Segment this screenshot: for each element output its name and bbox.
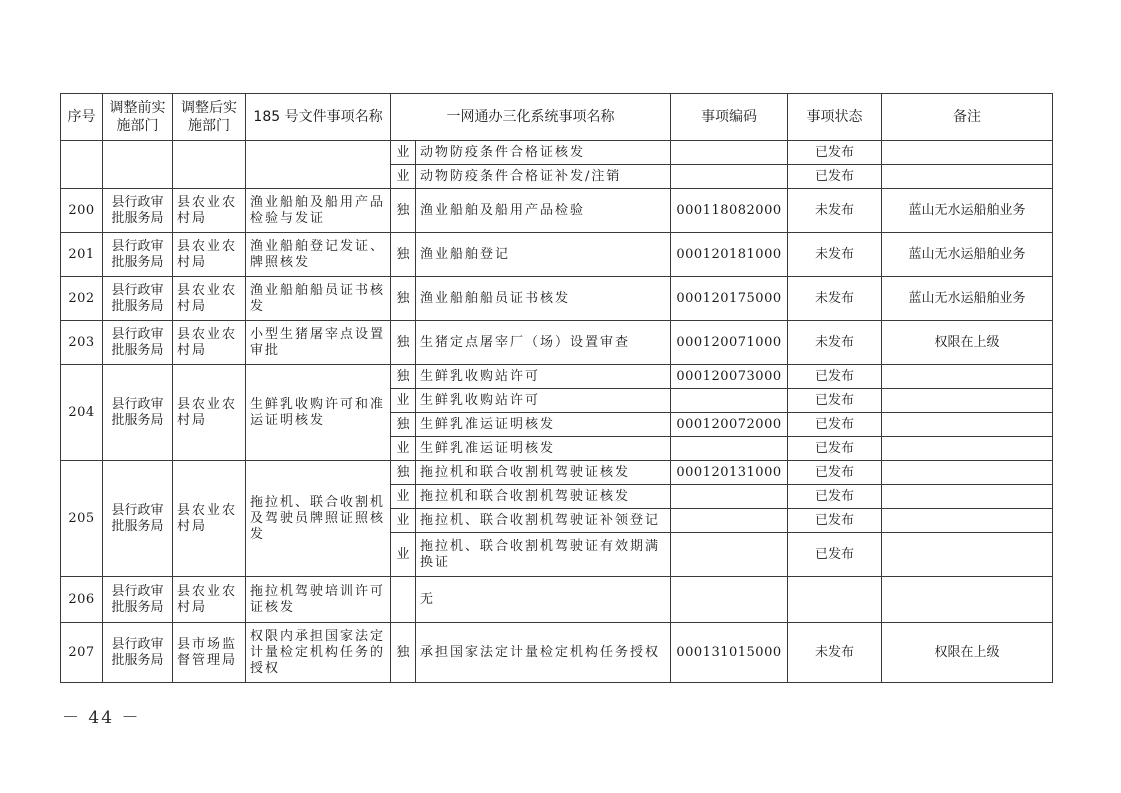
after-dept-cell: 县市场监督管理局: [173, 623, 246, 683]
system-item-cell: 生鲜乳准运证明核发: [416, 437, 671, 461]
header-seq: 序号: [61, 94, 103, 141]
system-item-cell: 生猪定点屠宰厂（场）设置审查: [416, 321, 671, 365]
header-remark: 备注: [882, 94, 1053, 141]
table-row: [61, 277, 1053, 321]
after-dept-cell: 县农业农村局: [173, 577, 246, 623]
type-cell: 独: [391, 321, 416, 365]
before-dept-cell: 县行政审批服务局: [103, 321, 173, 365]
table-row: [61, 623, 1053, 683]
type-cell: 独: [391, 277, 416, 321]
type-cell: 业: [391, 437, 416, 461]
code-cell: [671, 389, 788, 413]
table-row: [61, 321, 1053, 365]
system-item-cell: 渔业船舶登记: [416, 233, 671, 277]
before-dept-cell: 县行政审批服务局: [103, 623, 173, 683]
system-item-cell: 生鲜乳准运证明核发: [416, 413, 671, 437]
status-cell: 未发布: [788, 277, 882, 321]
code-cell: [671, 141, 788, 165]
seq-cell: 201: [61, 233, 103, 277]
after-dept-cell: 县农业农村局: [173, 321, 246, 365]
code-cell: [671, 509, 788, 533]
after-dept-cell: 县农业农村局: [173, 189, 246, 233]
doc-item-cell: 拖拉机驾驶培训许可证核发: [246, 577, 391, 623]
before-dept-cell: 县行政审批服务局: [103, 233, 173, 277]
table-body: [61, 141, 1053, 683]
table-row: [61, 233, 1053, 277]
code-cell: [671, 485, 788, 509]
table-header-row: [61, 94, 1053, 141]
after-dept-cell: 县农业农村局: [173, 461, 246, 577]
table-row: [61, 577, 1053, 623]
status-cell: 未发布: [788, 189, 882, 233]
seq-cell: [61, 141, 103, 189]
system-item-cell: 动物防疫条件合格证补发/注销: [416, 165, 671, 189]
code-cell: 000120073000: [671, 365, 788, 389]
remark-cell: [882, 577, 1053, 623]
remark-cell: [882, 165, 1053, 189]
header-doc-item: 185 号文件事项名称: [246, 94, 391, 141]
code-cell: [671, 437, 788, 461]
remark-cell: [882, 389, 1053, 413]
code-cell: 000118082000: [671, 189, 788, 233]
remark-cell: [882, 413, 1053, 437]
remark-cell: [882, 485, 1053, 509]
code-cell: 000120181000: [671, 233, 788, 277]
doc-item-cell: 生鲜乳收购许可和准运证明核发: [246, 365, 391, 461]
remark-cell: 蓝山无水运船舶业务: [882, 233, 1053, 277]
remark-cell: [882, 141, 1053, 165]
status-cell: 已发布: [788, 165, 882, 189]
remark-cell: 蓝山无水运船舶业务: [882, 277, 1053, 321]
type-cell: 业: [391, 509, 416, 533]
header-before-dept: 调整前实施部门: [103, 94, 173, 141]
after-dept-cell: 县农业农村局: [173, 277, 246, 321]
doc-item-cell: 渔业船舶登记发证、牌照核发: [246, 233, 391, 277]
type-cell: 业: [391, 165, 416, 189]
before-dept-cell: 县行政审批服务局: [103, 461, 173, 577]
type-cell: 业: [391, 389, 416, 413]
seq-cell: 203: [61, 321, 103, 365]
type-cell: 独: [391, 413, 416, 437]
doc-item-cell: [246, 141, 391, 189]
header-system-item: 一网通办三化系统事项名称: [391, 94, 671, 141]
code-cell: [671, 165, 788, 189]
seq-cell: 204: [61, 365, 103, 461]
system-item-cell: 拖拉机、联合收割机驾驶证有效期满换证: [416, 533, 671, 577]
doc-item-cell: 渔业船舶及船用产品检验与发证: [246, 189, 391, 233]
system-item-cell: 拖拉机、联合收割机驾驶证补领登记: [416, 509, 671, 533]
after-dept-cell: 县农业农村局: [173, 233, 246, 277]
remark-cell: 蓝山无水运船舶业务: [882, 189, 1053, 233]
system-item-cell: 渔业船舶船员证书核发: [416, 277, 671, 321]
seq-cell: 205: [61, 461, 103, 577]
system-item-cell: 动物防疫条件合格证核发: [416, 141, 671, 165]
status-cell: 未发布: [788, 233, 882, 277]
doc-item-cell: 渔业船舶船员证书核发: [246, 277, 391, 321]
status-cell: 已发布: [788, 509, 882, 533]
system-item-cell: 渔业船舶及船用产品检验: [416, 189, 671, 233]
system-item-cell: 拖拉机和联合收割机驾驶证核发: [416, 461, 671, 485]
status-cell: 已发布: [788, 413, 882, 437]
remark-cell: [882, 437, 1053, 461]
before-dept-cell: 县行政审批服务局: [103, 277, 173, 321]
status-cell: 未发布: [788, 623, 882, 683]
code-cell: [671, 577, 788, 623]
code-cell: 000120072000: [671, 413, 788, 437]
table-row: [61, 365, 1053, 389]
seq-cell: 206: [61, 577, 103, 623]
code-cell: 000120131000: [671, 461, 788, 485]
type-cell: 独: [391, 461, 416, 485]
system-item-cell: 生鲜乳收购站许可: [416, 365, 671, 389]
type-cell: 独: [391, 365, 416, 389]
remark-cell: [882, 365, 1053, 389]
system-item-cell: 无: [416, 577, 671, 623]
code-cell: 000120175000: [671, 277, 788, 321]
type-cell: 业: [391, 485, 416, 509]
doc-item-cell: 拖拉机、联合收割机及驾驶员牌照证照核发: [246, 461, 391, 577]
header-code: 事项编码: [671, 94, 788, 141]
code-cell: 000131015000: [671, 623, 788, 683]
status-cell: 已发布: [788, 389, 882, 413]
header-after-dept: 调整后实施部门: [173, 94, 246, 141]
after-dept-cell: [173, 141, 246, 189]
seq-cell: 200: [61, 189, 103, 233]
table-row: [61, 461, 1053, 485]
type-cell: [391, 577, 416, 623]
remark-cell: 权限在上级: [882, 623, 1053, 683]
status-cell: [788, 577, 882, 623]
remark-cell: [882, 509, 1053, 533]
page-number: － 44 －: [62, 708, 141, 728]
remark-cell: [882, 461, 1053, 485]
status-cell: 已发布: [788, 485, 882, 509]
remark-cell: 权限在上级: [882, 321, 1053, 365]
system-item-cell: 承担国家法定计量检定机构任务授权: [416, 623, 671, 683]
doc-item-cell: 小型生猪屠宰点设置审批: [246, 321, 391, 365]
type-cell: 业: [391, 533, 416, 577]
status-cell: 已发布: [788, 533, 882, 577]
type-cell: 业: [391, 141, 416, 165]
system-item-cell: 生鲜乳收购站许可: [416, 389, 671, 413]
before-dept-cell: [103, 141, 173, 189]
remark-cell: [882, 533, 1053, 577]
status-cell: 已发布: [788, 141, 882, 165]
status-cell: 已发布: [788, 461, 882, 485]
system-item-cell: 拖拉机和联合收割机驾驶证核发: [416, 485, 671, 509]
seq-cell: 207: [61, 623, 103, 683]
table-row: [61, 189, 1053, 233]
before-dept-cell: 县行政审批服务局: [103, 365, 173, 461]
doc-item-cell: 权限内承担国家法定计量检定机构任务的授权: [246, 623, 391, 683]
after-dept-cell: 县农业农村局: [173, 365, 246, 461]
header-status: 事项状态: [788, 94, 882, 141]
status-cell: 未发布: [788, 321, 882, 365]
status-cell: 已发布: [788, 437, 882, 461]
table-row: [61, 141, 1053, 165]
type-cell: 独: [391, 189, 416, 233]
code-cell: 000120071000: [671, 321, 788, 365]
before-dept-cell: 县行政审批服务局: [103, 189, 173, 233]
type-cell: 独: [391, 233, 416, 277]
code-cell: [671, 533, 788, 577]
status-cell: 已发布: [788, 365, 882, 389]
type-cell: 独: [391, 623, 416, 683]
before-dept-cell: 县行政审批服务局: [103, 577, 173, 623]
seq-cell: 202: [61, 277, 103, 321]
items-table: [60, 93, 1053, 683]
